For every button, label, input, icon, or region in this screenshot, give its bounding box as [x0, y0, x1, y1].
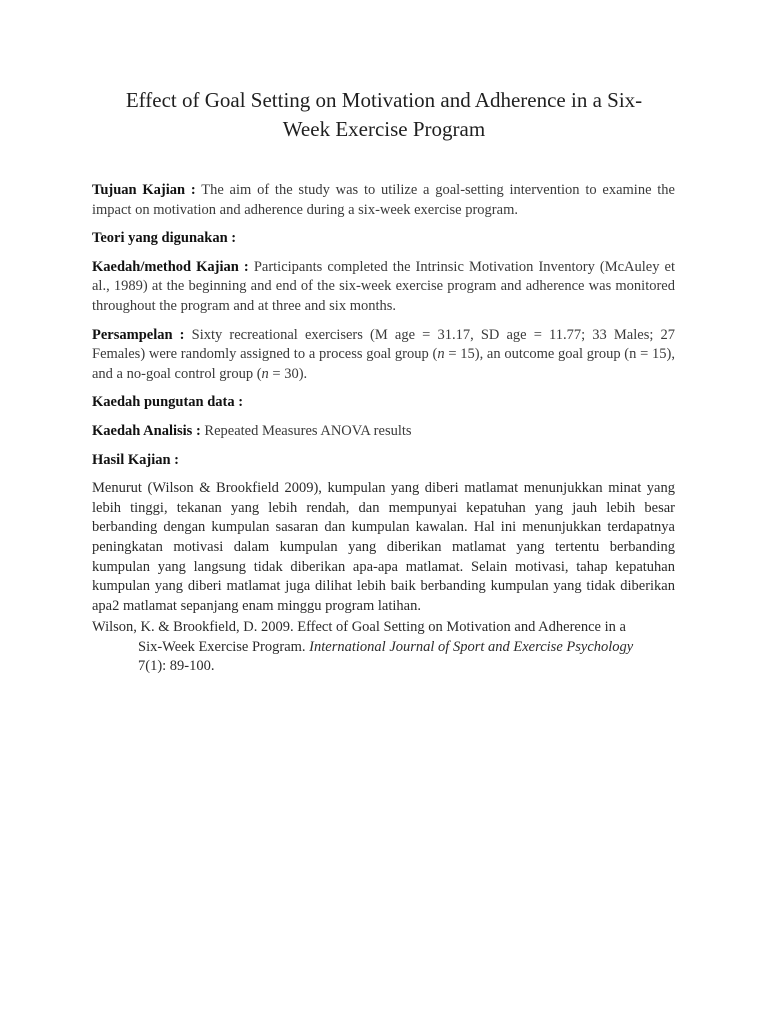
- teori-label: Teori yang digunakan :: [92, 230, 237, 247]
- section-teori: [92, 229, 675, 249]
- hasil-kajian-label: Hasil Kajian :: [92, 451, 180, 468]
- kaedah-analisis-text: Repeated Measures ANOVA results: [204, 422, 412, 439]
- persampelan-n-2: n: [261, 365, 269, 382]
- persampelan-text-1: Sixty recreational exercisers (M age = 31.17, SD age = 11.77; 33 Males; 27 Females) were randomly assigned to a process goal group (: [92, 326, 675, 363]
- reference-line-2: [92, 638, 682, 658]
- page-title: [80, 86, 688, 144]
- tujuan-kajian-text: The aim of the study was to utilize a goal-setting intervention to examine the impact on motivation and adherence during a six-week exercise program.: [92, 182, 675, 218]
- persampelan-label: Persampelan :: [92, 326, 185, 343]
- reference-article-title: Six-Week Exercise Program.: [138, 638, 310, 655]
- reference-journal-name: International Journal of Sport and Exercise Psychology: [309, 638, 634, 655]
- title-line-2: Week Exercise Program: [282, 117, 486, 141]
- reference-line-3: 7(1): 89-100.: [138, 658, 215, 675]
- hasil-kajian-paragraph: Menurut (Wilson & Brookfield 2009), kumpulan yang diberi matlamat menunjukkan minat yang lebih tinggi, tekanan yang lebih rendah, dan mempunyai kepatuhan yang jauh lebih besar berbanding dengan kumpulan sasaran dan kumpulan kawalan. Hal ini menunjukkan terdapatnya peningkatan motivasi dalam kumpulan yang diberikan matlamat yang tertentu berbanding kumpulan yang langsung tidak diberikan apa-apa matlamat. Selain motivasi, tahap kepatuhan kumpulan yang diberi matlamat juga dilihat lebih baik berbanding kumpulan yang tidak diberikan apa2 matlamat sepanjang enam minggu program latihan.: [92, 480, 675, 614]
- title-line-1: Effect of Goal Setting on Motivation and Adherence in a Six-: [125, 88, 643, 112]
- kaedah-method-label: Kaedah/method Kajian :: [92, 258, 249, 275]
- reference-line-1: Wilson, K. & Brookfield, D. 2009. Effect of Goal Setting on Motivation and Adherence in a: [92, 619, 626, 635]
- section-hasil-kajian: [92, 451, 675, 471]
- kaedah-pungutan-label: Kaedah pungutan data :: [92, 394, 244, 411]
- section-kaedah-pungutan: [92, 393, 675, 413]
- section-kaedah-analisis: [92, 422, 675, 442]
- kaedah-analisis-label: Kaedah Analisis :: [92, 422, 201, 439]
- persampelan-text-2: = 15), an outcome goal group (n = 15), and a no-goal control group (: [92, 346, 675, 382]
- section-kaedah-method: [92, 258, 675, 317]
- reference-entry: [92, 618, 682, 677]
- section-persampelan: [92, 326, 675, 385]
- persampelan-n-1: n: [437, 346, 445, 363]
- document-body: [92, 181, 675, 625]
- kaedah-method-text: Participants completed the Intrinsic Motivation Inventory (McAuley et al., 1989) at the beginning and end of the six-week exercise program and adherence was monitored throughout the program and at three and six months.: [92, 258, 675, 314]
- section-tujuan-kajian: [92, 181, 675, 220]
- tujuan-kajian-label: Tujuan Kajian :: [92, 182, 196, 198]
- persampelan-text-3: = 30).: [268, 365, 308, 382]
